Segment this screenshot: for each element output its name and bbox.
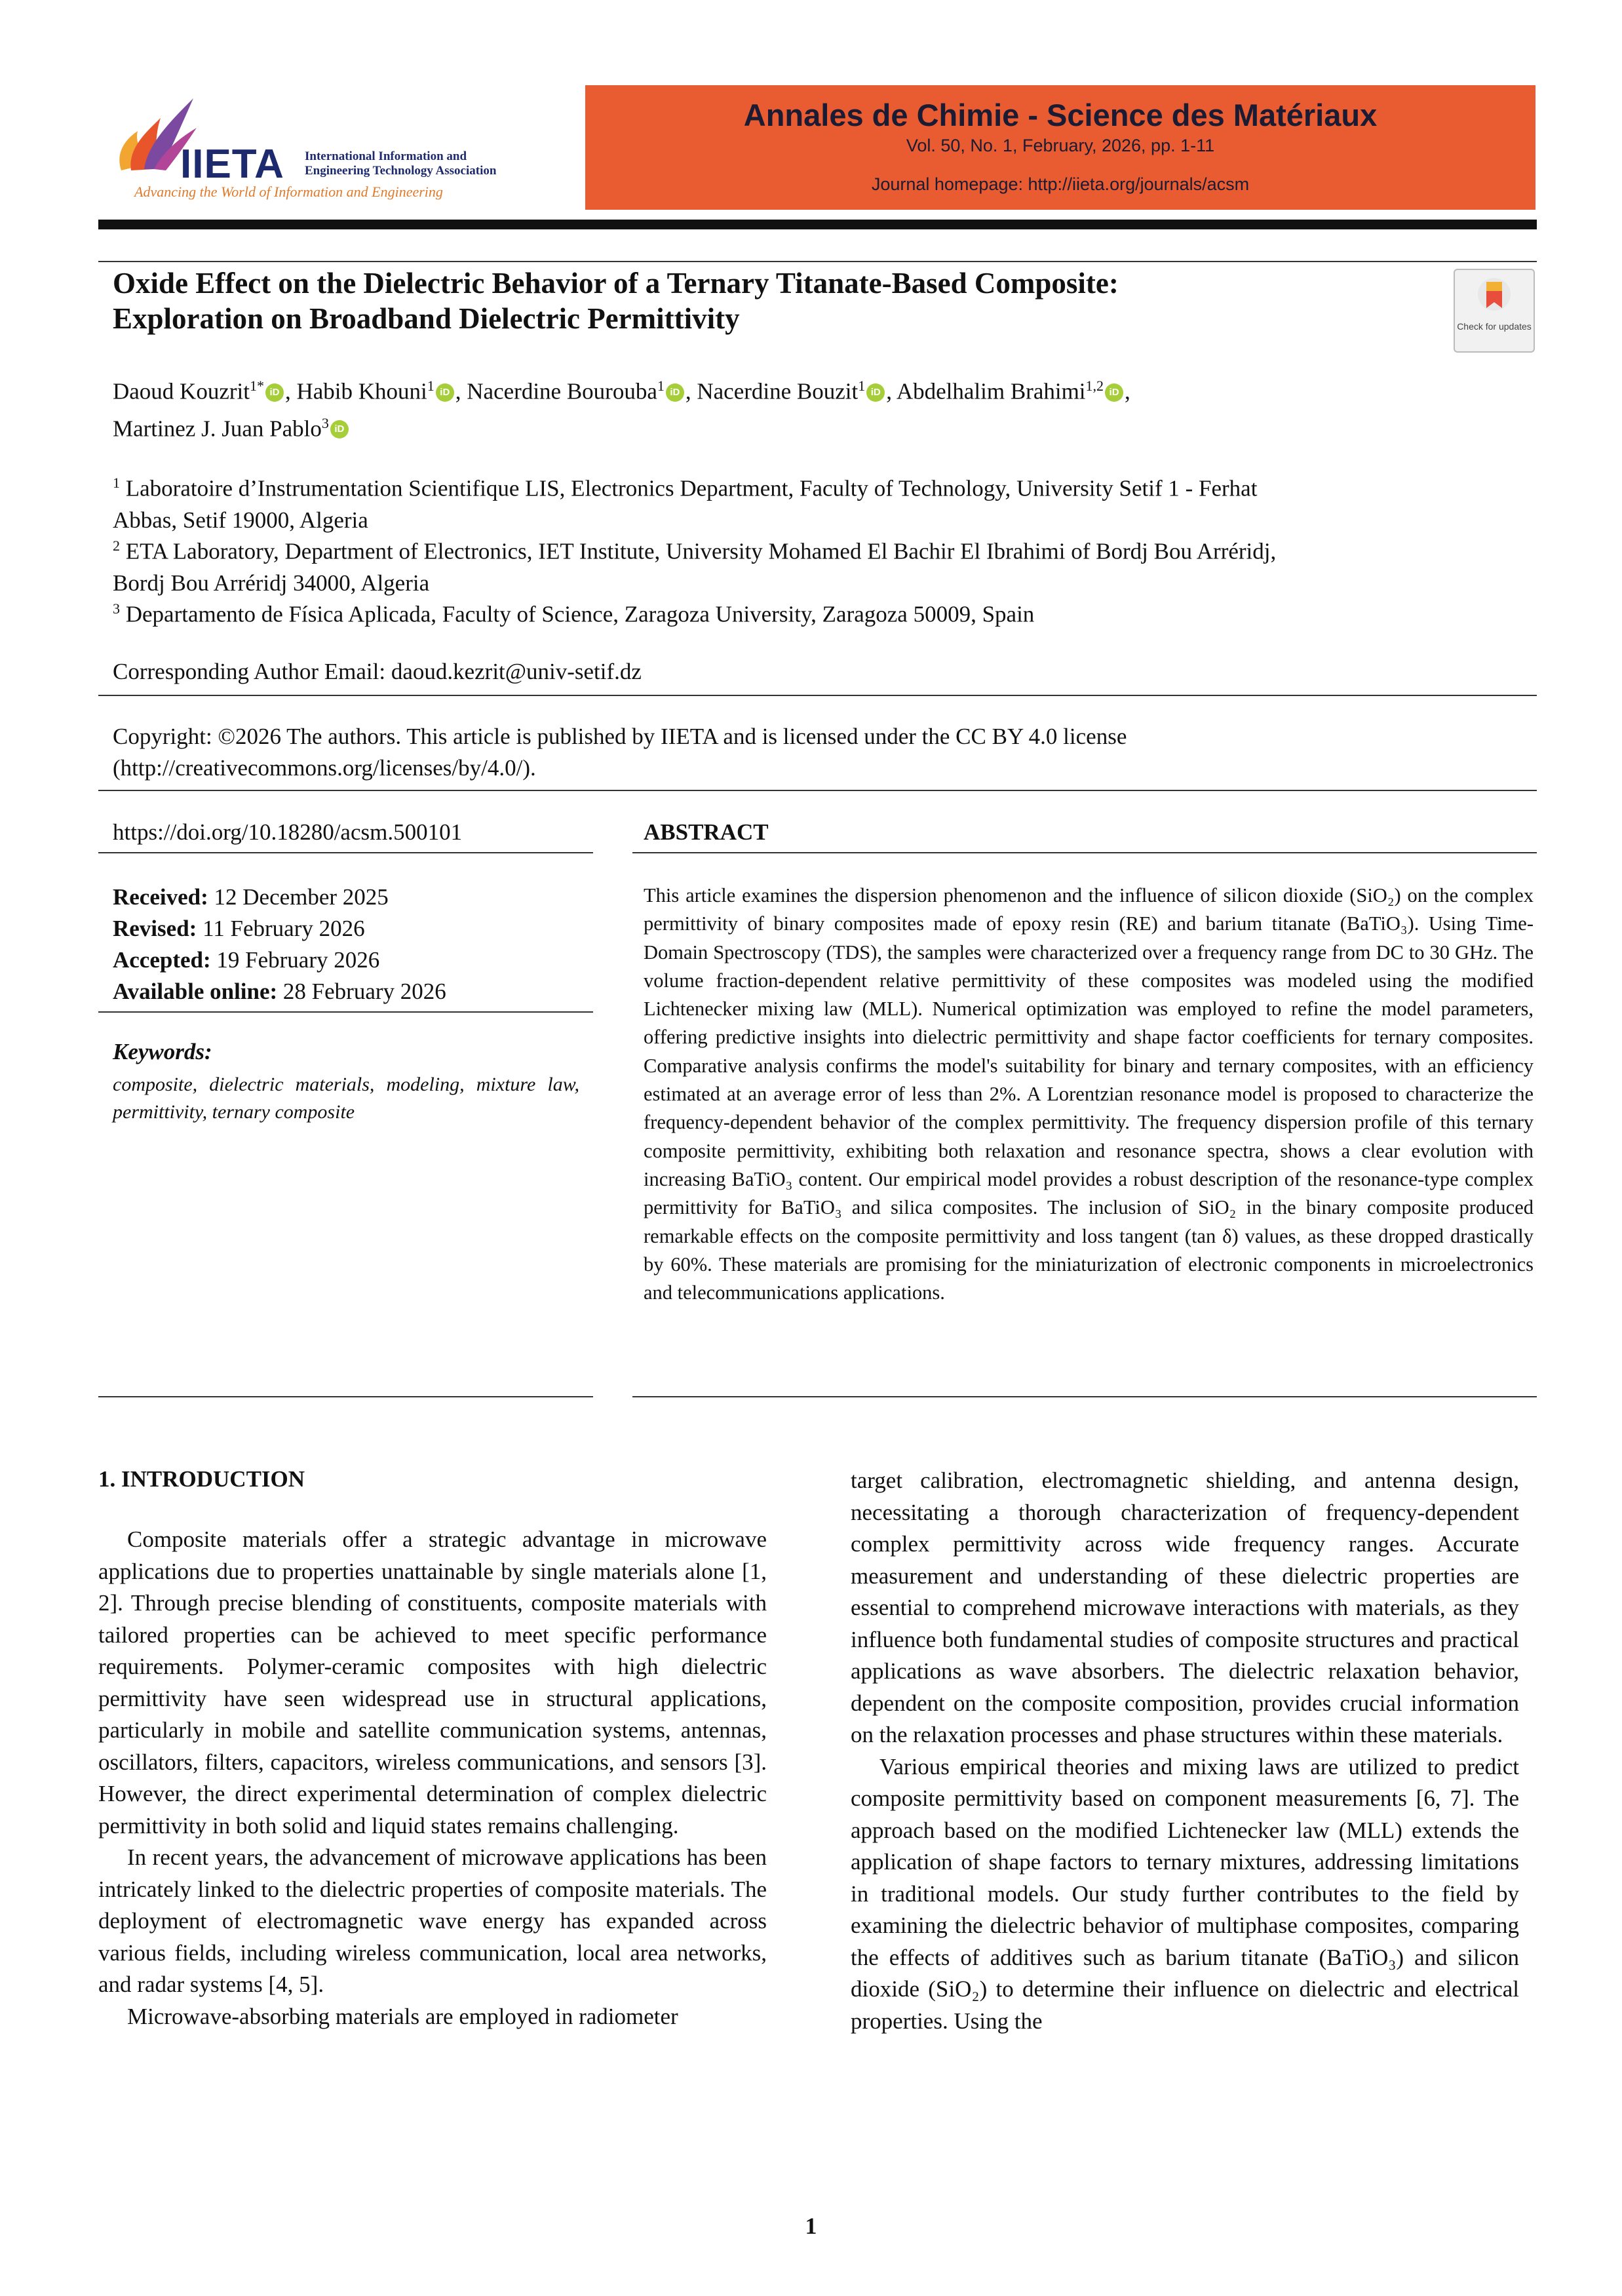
author-affil-sup: 3 [321, 414, 329, 431]
check-for-updates-badge[interactable] [1454, 269, 1535, 353]
check-updates-label: Check for updates [1457, 321, 1532, 332]
affiliation-number: 2 [113, 537, 120, 554]
body-paragraph: target calibration, electromagnetic shielding, and antenna design, necessitating a thorough characterization of frequency-dependent complex permittivity across wide frequency ranges. Accurate measurement and understanding of these dielectric properties are essential to comprehend microwave interactions with materials, as they influence both fundamental studies of composite structures and practical applications as wave absorbers. The dielectric relaxation behavior, dependent on the composite composition, provides crucial information on the relaxation processes and phase structures within these materials. [851, 1468, 1519, 1747]
affiliation-text: Abbas, Setif 19000, Algeria [113, 507, 368, 533]
author-name: Habib Khouni [296, 378, 427, 404]
orcid-icon[interactable]: iD [436, 383, 454, 402]
article-dates [113, 882, 446, 1007]
author-name: Daoud Kouzrit [113, 378, 250, 404]
date-label: Received: [113, 884, 208, 910]
separator-rule [98, 790, 1537, 791]
author-name: Nacerdine Bouzit [697, 378, 859, 404]
affiliation-text: Departamento de Física Aplicada, Faculty of Science, Zaragoza University, Zaragoza 50009, Spain [125, 601, 1035, 627]
body-paragraph: Composite materials offer a strategic advantage in microwave applications due to properties unattainable by single materials alone [1, 2]. Through precise blending of constituents, composite materials with tailored properties can be achieved to meet specific performance requirements. Polymer-ceramic composites with high dielectric permittivity have seen widespread use in structural applications, particularly in mobile and satellite communication systems, antennas, oscillators, filters, capacitors, wireless communications, and sensors [3]. However, the direct experimental determination of complex dielectric permittivity in both solid and liquid states remains challenging. [98, 1527, 767, 1839]
affiliation-number: 1 [113, 475, 120, 491]
author-affil-sup: 1 [657, 378, 665, 394]
header-rule [98, 220, 1537, 229]
corresponding-author-email[interactable]: Corresponding Author Email: daoud.kezrit@univ-setif.dz [113, 659, 642, 684]
body-paragraph: In recent years, the advancement of microwave applications has been intricately linked to the dielectric properties of composite materials. The deployment of electromagnetic wave energy has expanded across various fields, including wireless communication, local area networks, and radar systems [4, 5]. [98, 1844, 767, 1997]
orcid-icon[interactable]: iD [666, 383, 684, 402]
author-affil-sup: 1 [427, 378, 434, 394]
affiliation-number: 3 [113, 600, 120, 617]
separator-rule [632, 852, 1537, 853]
separator-rule [98, 1396, 593, 1397]
affiliation-1 [113, 467, 1535, 536]
separator-rule [632, 1396, 1537, 1397]
journal-volume: Vol. 50, No. 1, February, 2026, pp. 1-11 [906, 136, 1215, 155]
date-label: Available online: [113, 979, 278, 1004]
author-affil-sup: 1,2 [1085, 378, 1104, 394]
publisher-logo [108, 92, 514, 203]
paper-title [113, 265, 1423, 336]
date-label: Accepted: [113, 947, 211, 973]
author-list: Daoud Kouzrit$^{1*}$ iD , Habib Khouni$^1$ iD , Nacerdine Bourouba$^1$ iD , Nacerdine Bouzit$^1$ iD , Abdelhalim Brahimi$^{1,2}$ iD , Martinez J. Juan Pablo$^3$ iD [113, 378, 1130, 442]
date-label: Revised: [113, 916, 197, 941]
bookmark-icon [1477, 277, 1512, 319]
abstract-heading: ABSTRACT [644, 819, 769, 845]
date-value: 12 December 2025 [214, 884, 389, 910]
journal-homepage-link[interactable]: Journal homepage: http://iieta.org/journals/acsm [871, 174, 1250, 194]
publisher-name-line1: International Information and [305, 149, 467, 163]
publisher-name-line2: Engineering Technology Association [305, 164, 497, 178]
date-value: 28 February 2026 [282, 979, 446, 1004]
affiliation-text: ETA Laboratory, Department of Electronics, IET Institute, University Mohamed El Bachir El Ibrahimi of Bordj Bou Arréridj, [125, 538, 1277, 564]
author-affil-sup: 1* [249, 378, 264, 394]
copyright-notice [113, 721, 1535, 784]
paper-title-line2: Exploration on Broadband Dielectric Permittivity [113, 302, 740, 335]
author-name: Martinez J. Juan Pablo [113, 416, 322, 442]
keywords-title: Keywords: [113, 1039, 212, 1064]
date-value: 11 February 2026 [203, 916, 365, 941]
publisher-brand: IIETA [180, 142, 284, 187]
orcid-icon[interactable]: iD [866, 383, 885, 402]
author-name: Abdelhalim Brahimi [896, 378, 1086, 404]
paper-title-line1: Oxide Effect on the Dielectric Behavior of a Ternary Titanate-Based Composite: [113, 267, 1119, 300]
affiliation-2 [113, 530, 1535, 599]
separator-rule [98, 1011, 593, 1013]
page-number: 1 [805, 2213, 817, 2239]
doi-link[interactable]: https://doi.org/10.18280/acsm.500101 [113, 819, 463, 845]
author-affil-sup: 1 [858, 378, 866, 394]
title-top-rule [98, 261, 1537, 262]
affiliation-text: Laboratoire d’Instrumentation Scientifique LIS, Electronics Department, Faculty of Technology, University Setif 1 - Ferhat [125, 475, 1258, 501]
body-column-right [851, 1465, 1519, 2037]
abstract-text: This article examines the dispersion phenomenon and the influence of silicon dioxide (SiO₂) on the complex permittivity of binary composites made of epoxy resin (RE) and barium titanate (BaTiO₃). Using Time-Domain Spectroscopy (TDS), the samples were characterized over a frequency range from DC to 30 GHz. The volume fraction-dependent relative permittivity of these composites was modeled using the modified Lichtenecker mixing law (MLL). Numerical optimization was employed to refine the model parameters, offering predictive insights into dielectric permittivity and shape factor coefficients for ternary composites. Comparative analysis confirms the model's suitability for binary and ternary composites, with an efficiency estimated at an average error of less than 2%. A Lorentzian resonance model is proposed to characterize the frequency-dependent behavior of the complex permittivity. The frequency dispersion profile of this ternary composite permittivity, exhibiting both relaxation and resonance spectra, shows a clear evolution with increasing BaTiO₃ content. Our empirical model provides a robust description of the resonance-type complex permittivity for BaTiO₃ and silica composites. The inclusion of SiO₂ in the binary composite produced remarkable effects on the composite permittivity and loss tangent (tan δ) values, as these dropped drastically by 60%. These materials are promising for the miniaturization of electronic components in microelectronics and telecommunications applications. [644, 884, 1534, 1304]
section-heading-introduction: 1. INTRODUCTION [98, 1466, 305, 1492]
body-paragraph: Various empirical theories and mixing laws are utilized to predict composite permittivity based on component measurements [6, 7]. The approach based on the modified Lichtenecker law (MLL) extends the application of shape factors to ternary mixtures, addressing limitations in traditional models. Our study further contributes to the field by examining the dielectric behavior of multiphase composites, comparing the effects of additives such as barium titanate (BaTiO₃) and silicon dioxide (SiO₂) to determine their influence on dielectric and electrical properties. Using the [851, 1753, 1519, 2034]
author-name: Nacerdine Bourouba [467, 378, 657, 404]
body-column-left [98, 1524, 767, 2033]
affiliation-text: Bordj Bou Arréridj 34000, Algeria [113, 570, 430, 596]
journal-title: Annales de Chimie - Science des Matériaux [743, 98, 1378, 132]
orcid-icon[interactable]: iD [1105, 383, 1123, 402]
body-paragraph: Microwave-absorbing materials are employed in radiometer [127, 2003, 678, 2029]
separator-rule [98, 852, 593, 853]
copyright-line2[interactable]: (http://creativecommons.org/licenses/by/4.0/). [113, 755, 536, 781]
journal-banner [585, 85, 1535, 210]
orcid-icon[interactable]: iD [265, 383, 284, 402]
separator-rule [98, 695, 1537, 696]
date-value: 19 February 2026 [216, 947, 380, 973]
copyright-line1: Copyright: ©2026 The authors. This article is published by IIETA and is licensed under the CC BY 4.0 license [113, 724, 1127, 749]
keywords-text: composite, dielectric materials, modeling, mixture law, permittivity, ternary composite [113, 1074, 579, 1123]
orcid-icon[interactable]: iD [330, 420, 349, 438]
affiliation-3 [113, 593, 1535, 631]
publisher-tagline: Advancing the World of Information and Engineering [134, 184, 443, 200]
